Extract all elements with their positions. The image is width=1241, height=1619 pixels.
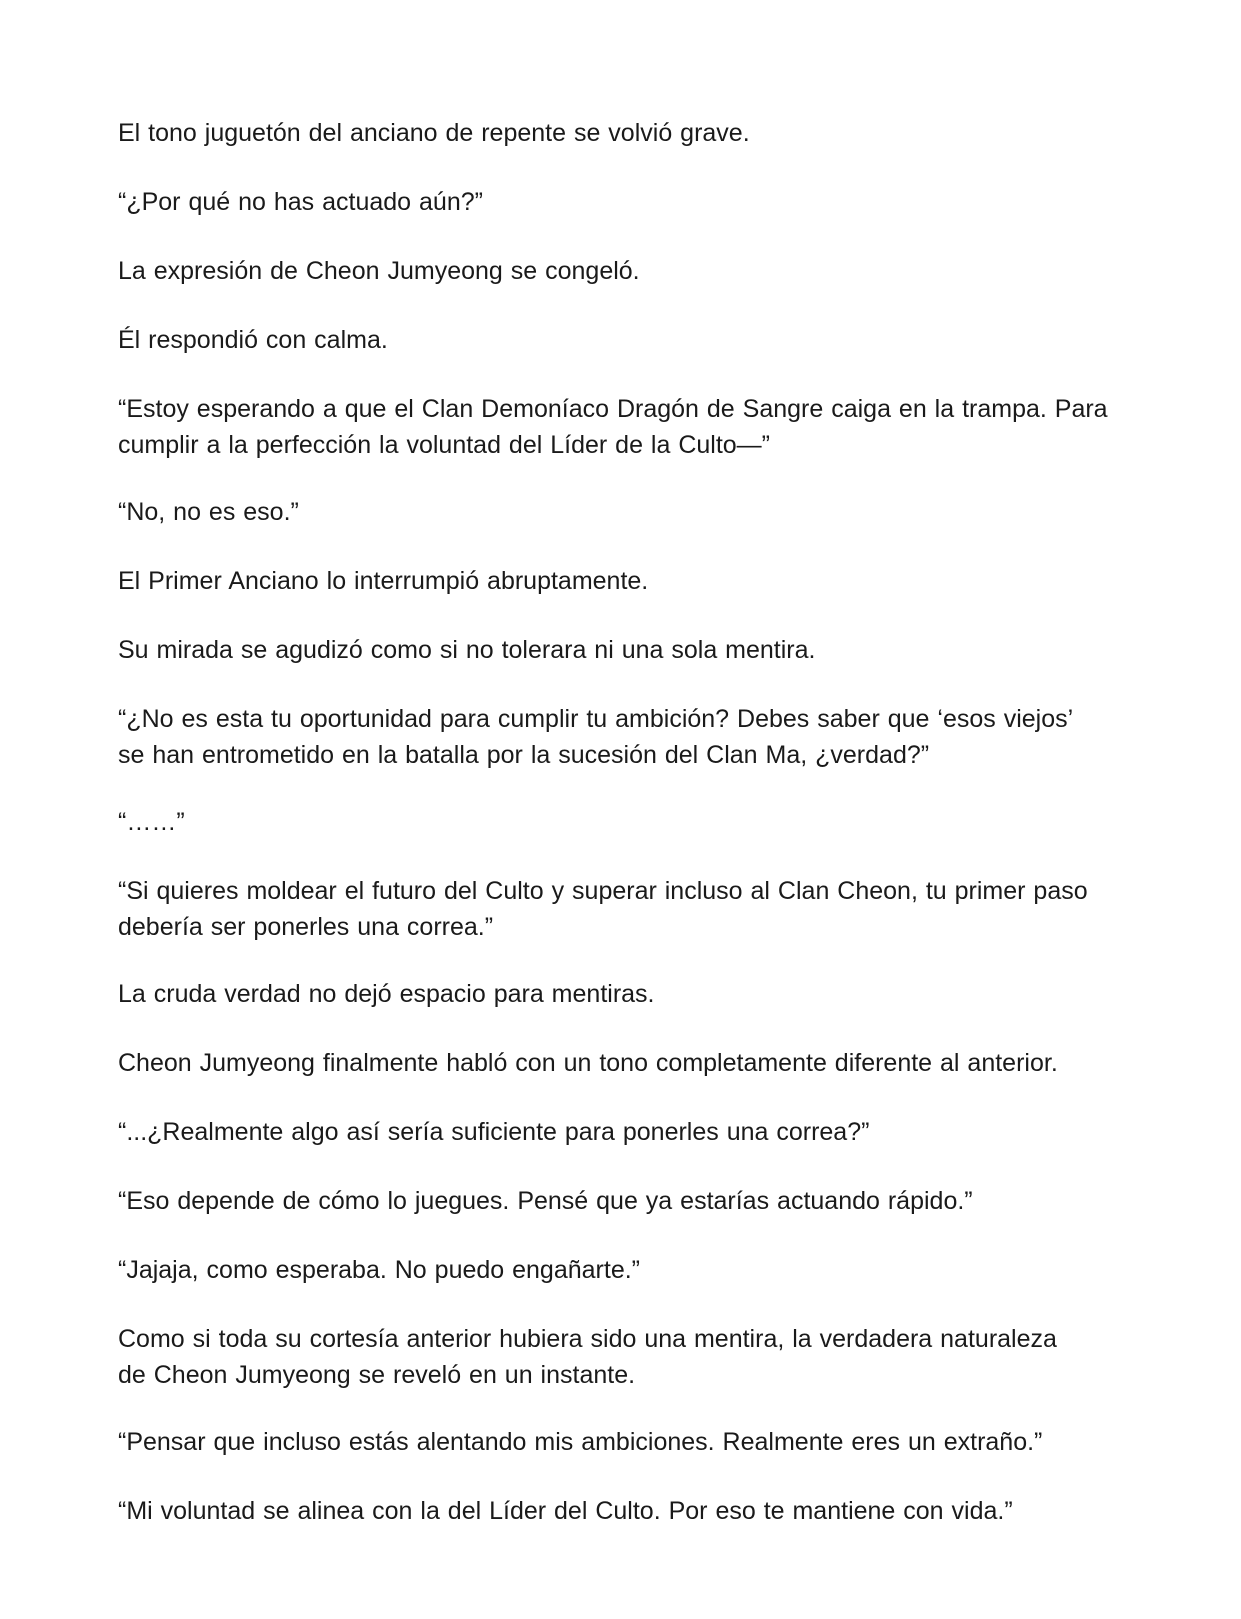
paragraph: [118, 1045, 1128, 1081]
paragraph: [118, 391, 1128, 463]
paragraph: [118, 1424, 1128, 1460]
text-line: se han entrometido en la batalla por la sucesión del Clan Ma, ¿verdad?”: [118, 741, 930, 769]
text-line: La cruda verdad no dejó espacio para mentiras.: [118, 980, 655, 1008]
text-line: “¿Por qué no has actuado aún?”: [118, 188, 483, 216]
paragraph: [118, 1321, 1128, 1393]
text-line: “No, no es eso.”: [118, 498, 299, 526]
text-line: “Pensar que incluso estás alentando mis ambiciones. Realmente eres un extraño.”: [118, 1428, 1043, 1456]
text-line: Cheon Jumyeong finalmente habló con un tono completamente diferente al anterior.: [118, 1049, 1058, 1077]
paragraph: [118, 632, 1128, 668]
paragraph: [118, 563, 1128, 599]
paragraph: [118, 322, 1128, 358]
paragraph: [118, 804, 1128, 840]
text-line: debería ser ponerles una correa.”: [118, 913, 494, 941]
text-line: Como si toda su cortesía anterior hubiera sido una mentira, la verdadera naturaleza: [118, 1325, 1057, 1353]
text-line: de Cheon Jumyeong se reveló en un instante.: [118, 1361, 636, 1389]
text-line: “...¿Realmente algo así sería suficiente para ponerles una correa?”: [118, 1118, 870, 1146]
paragraph: [118, 1183, 1128, 1219]
text-line: “Eso depende de cómo lo juegues. Pensé que ya estarías actuando rápido.”: [118, 1187, 973, 1215]
text-line: “Si quieres moldear el futuro del Culto y superar incluso al Clan Cheon, tu primer paso: [118, 877, 1088, 905]
paragraph: [118, 494, 1128, 530]
paragraph: [118, 701, 1128, 773]
paragraph: [118, 1114, 1128, 1150]
text-line: “¿No es esta tu oportunidad para cumplir tu ambición? Debes saber que ‘esos viejos’: [118, 705, 1074, 733]
paragraph: [118, 253, 1128, 289]
paragraph: [118, 115, 1128, 151]
text-line: La expresión de Cheon Jumyeong se congeló.: [118, 257, 640, 285]
text-line: Él respondió con calma.: [118, 326, 388, 354]
text-line: “Mi voluntad se alinea con la del Líder del Culto. Por eso te mantiene con vida.”: [118, 1497, 1013, 1525]
text-line: cumplir a la perfección la voluntad del Líder de la Culto—”: [118, 431, 771, 459]
text-line: Su mirada se agudizó como si no tolerara ni una sola mentira.: [118, 636, 816, 664]
text-line: “Estoy esperando a que el Clan Demoníaco Dragón de Sangre caiga en la trampa. Para: [118, 395, 1108, 423]
text-line: El Primer Anciano lo interrumpió abruptamente.: [118, 567, 649, 595]
text-line: “Jajaja, como esperaba. No puedo engañarte.”: [118, 1256, 640, 1284]
text-line: El tono juguetón del anciano de repente se volvió grave.: [118, 119, 750, 147]
paragraph: [118, 1252, 1128, 1288]
paragraph: [118, 1493, 1128, 1529]
paragraph: [118, 873, 1128, 945]
paragraph: [118, 976, 1128, 1012]
text-line: “……”: [118, 808, 185, 836]
paragraph: [118, 184, 1128, 220]
